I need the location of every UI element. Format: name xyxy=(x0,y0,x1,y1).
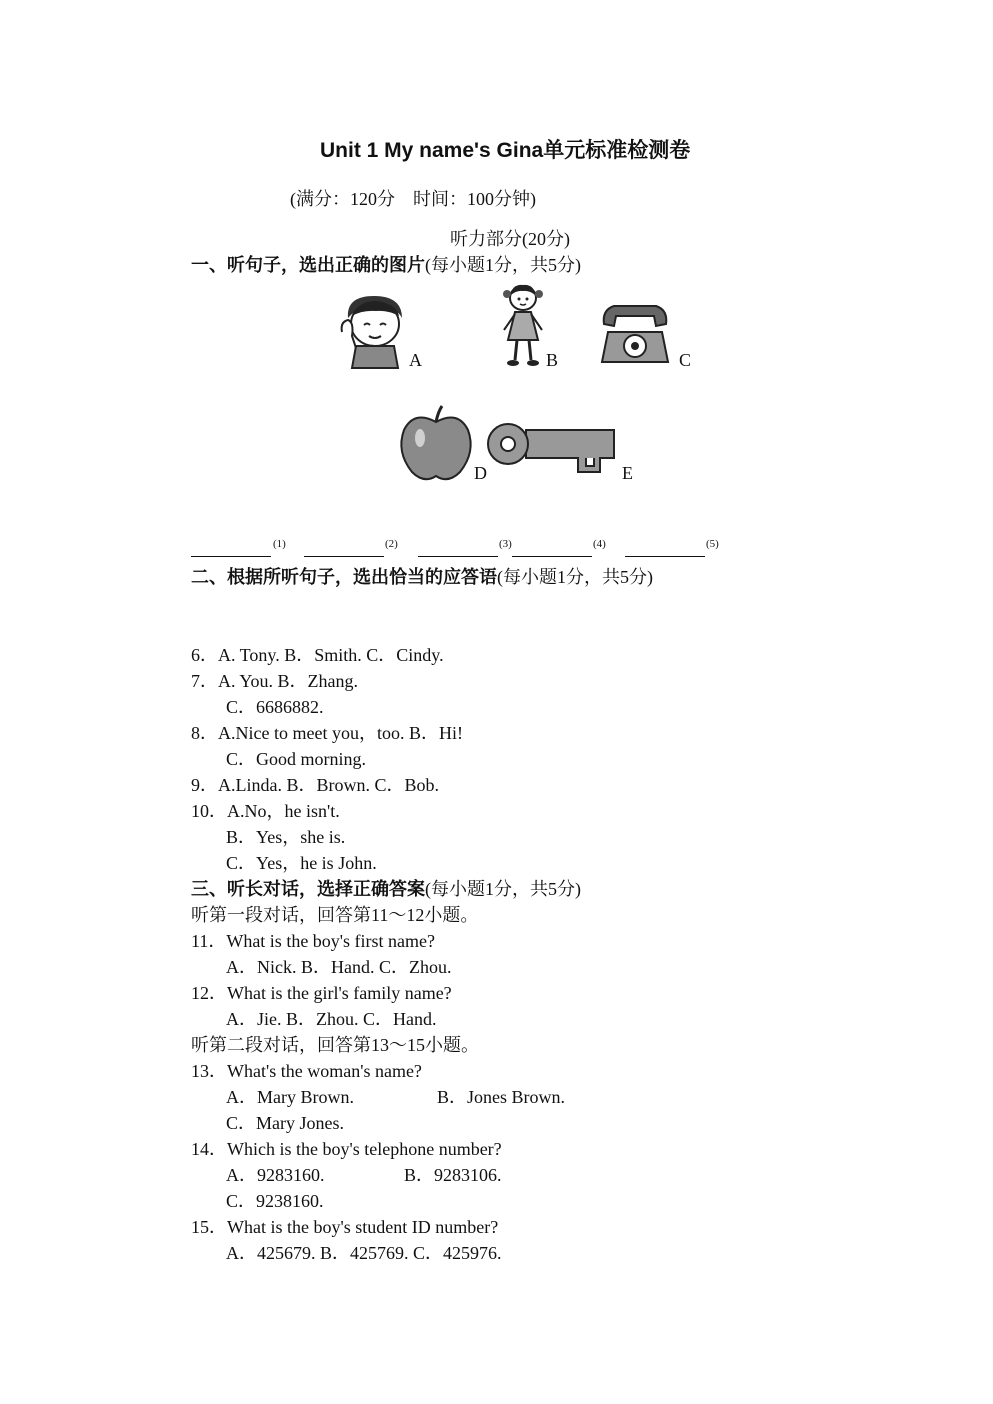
question-8-option-c: C．Good morning. xyxy=(226,749,367,769)
telephone-icon xyxy=(600,302,670,364)
blank-number-3: (3) xyxy=(499,538,512,550)
title-chinese: 单元标准检测卷 xyxy=(543,138,691,162)
question-12-options: A．Jie. B．Zhou. C．Hand. xyxy=(226,1009,437,1029)
question-11-options: A．Nick. B．Hand. C．Zhou. xyxy=(226,957,452,977)
question-13-option-a: A．Mary Brown. xyxy=(226,1087,354,1107)
picture-label-a: A xyxy=(409,350,422,370)
answer-blank-5[interactable] xyxy=(625,556,705,557)
section-1-title: 一、听句子，选出正确的图片 xyxy=(191,255,425,275)
question-15: 15．What is the boy's student ID number? xyxy=(191,1217,499,1237)
girl-icon xyxy=(500,284,546,368)
blank-number-4: (4) xyxy=(593,538,606,550)
section-3-note: (每小题1分，共5分) xyxy=(425,879,581,899)
section-1-heading xyxy=(191,252,581,278)
answer-blank-2[interactable] xyxy=(304,556,384,557)
blank-number-1: (1) xyxy=(273,538,286,550)
title-english: Unit 1 My name's Gina xyxy=(320,139,544,162)
question-12: 12．What is the girl's family name? xyxy=(191,983,452,1003)
question-13-option-c: C．Mary Jones. xyxy=(226,1113,344,1133)
section-3-heading xyxy=(191,876,581,902)
question-14-option-a: A．9283160. xyxy=(226,1165,325,1185)
page-title xyxy=(320,134,690,164)
question-8: 8．A.Nice to meet you，too. B．Hi! xyxy=(191,723,463,743)
question-14-option-b: B．9283106. xyxy=(404,1165,502,1185)
question-10-option-b: B．Yes，she is. xyxy=(226,827,346,847)
question-7: 7．A. You. B．Zhang. xyxy=(191,671,359,691)
picture-label-d: D xyxy=(474,463,487,483)
picture-label-e: E xyxy=(622,463,633,483)
question-15-options: A．425679. B．425769. C．425976. xyxy=(226,1243,502,1263)
exam-meta: (满分：120分 时间：100分钟) xyxy=(290,189,536,209)
question-13: 13．What's the woman's name? xyxy=(191,1061,422,1081)
section-1-note: (每小题1分，共5分) xyxy=(425,255,581,275)
dialogue-2-intro: 听第二段对话，回答第13～15小题。 xyxy=(191,1035,479,1055)
dialogue-1-intro: 听第一段对话，回答第11～12小题。 xyxy=(191,905,479,925)
question-10-option-c: C．Yes，he is John. xyxy=(226,853,377,873)
part-heading: 听力部分(20分) xyxy=(450,229,570,249)
section-2-note: (每小题1分，共5分) xyxy=(497,567,653,587)
question-10: 10．A.No，he isn't. xyxy=(191,801,340,821)
question-13-option-b: B．Jones Brown. xyxy=(437,1087,566,1107)
boy-thinking-icon xyxy=(336,292,414,368)
key-icon xyxy=(486,410,618,476)
answer-blank-1[interactable] xyxy=(191,556,271,557)
question-14: 14．Which is the boy's telephone number? xyxy=(191,1139,502,1159)
picture-label-b: B xyxy=(546,350,559,370)
question-14-option-c: C．9238160. xyxy=(226,1191,324,1211)
blank-number-2: (2) xyxy=(385,538,398,550)
question-11: 11．What is the boy's first name? xyxy=(191,931,436,951)
section-2-title: 二、根据所听句子，选出恰当的应答语 xyxy=(191,567,497,587)
answer-blank-4[interactable] xyxy=(512,556,592,557)
answer-blank-3[interactable] xyxy=(418,556,498,557)
apple-icon xyxy=(398,404,474,482)
picture-label-c: C xyxy=(679,350,692,370)
question-6: 6．A. Tony. B．Smith. C．Cindy. xyxy=(191,645,444,665)
blank-number-5: (5) xyxy=(706,538,719,550)
question-7-option-c: C．6686882. xyxy=(226,697,324,717)
section-3-title: 三、听长对话，选择正确答案 xyxy=(191,879,425,899)
section-2-heading xyxy=(191,564,653,590)
question-9: 9．A.Linda. B．Brown. C．Bob. xyxy=(191,775,440,795)
